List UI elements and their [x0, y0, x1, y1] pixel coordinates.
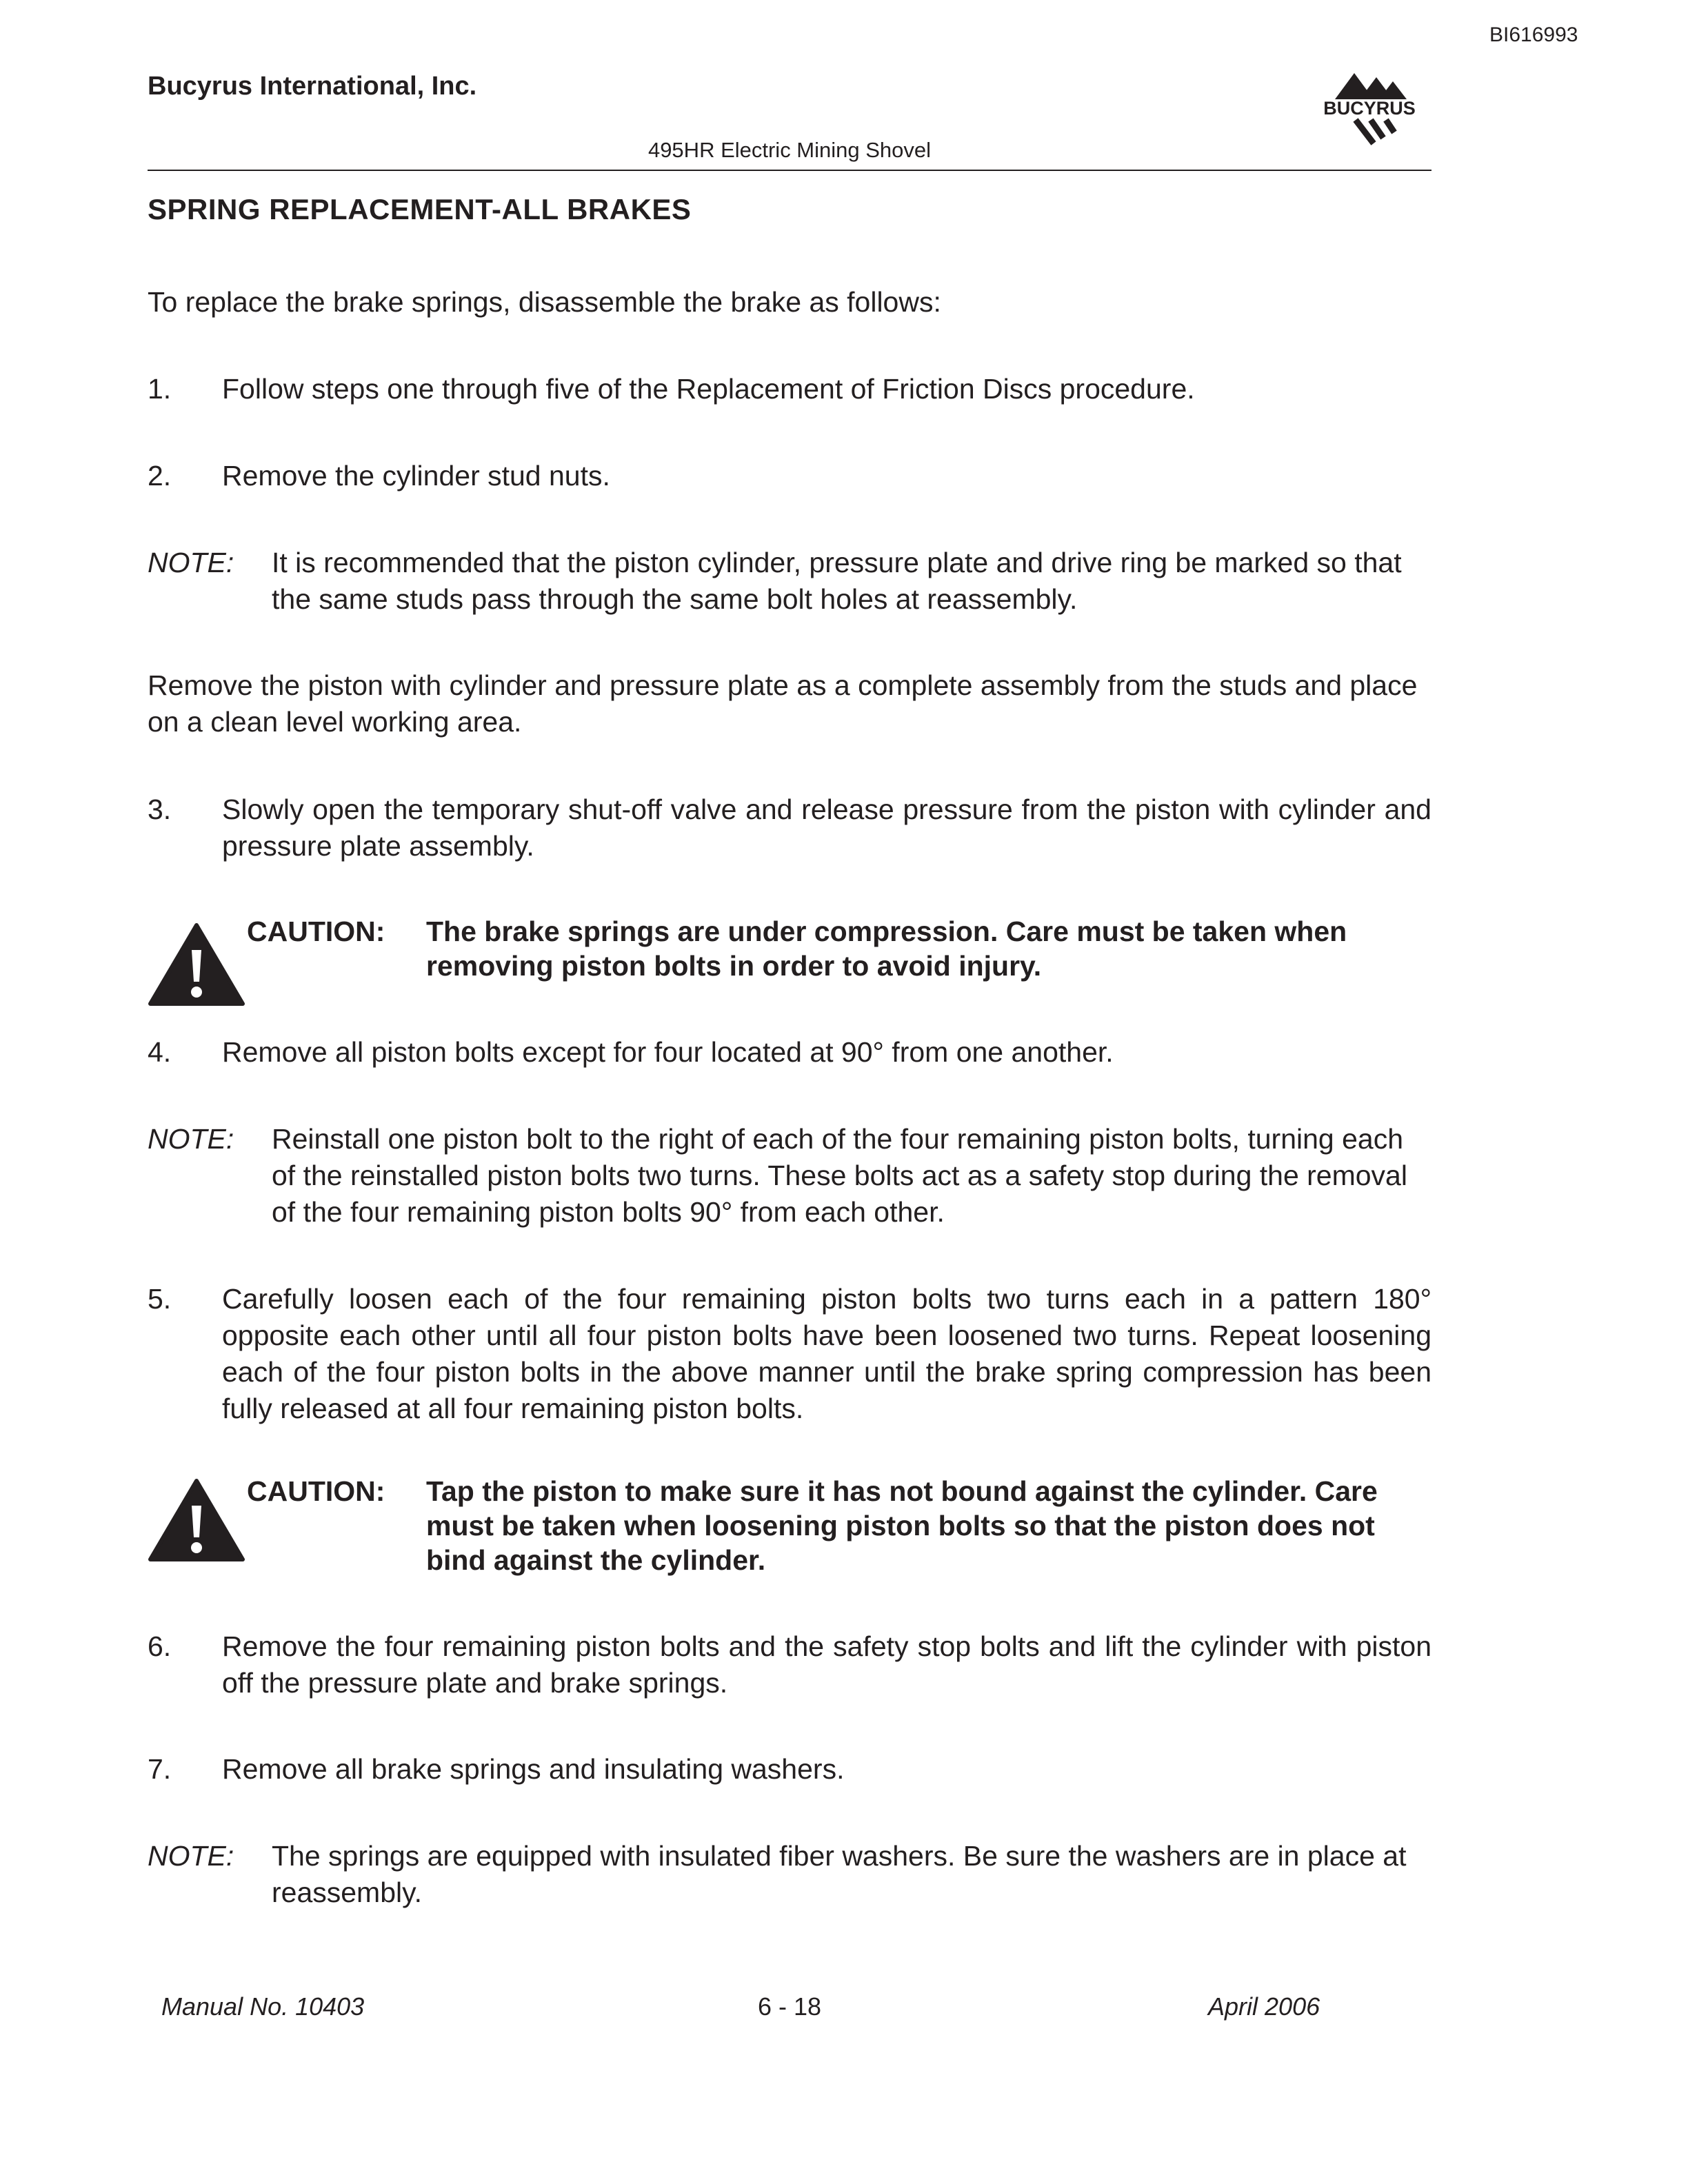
- footer-date: April 2006: [1208, 1992, 1320, 2021]
- step-text: Carefully loosen each of the four remaining piston bolts two turns each in a pattern 180° opposite each other until all four piston bolts have been loosened two turns. Repeat loosening each of the four piston bolts in the above manner until the brake spring compression has been fully released at all four remaining piston bolts.: [222, 1283, 1431, 1424]
- note-block: [148, 1121, 1431, 1231]
- warning-triangle-icon: [148, 1478, 245, 1562]
- header-divider: [148, 170, 1431, 171]
- step-number: 4.: [148, 1036, 172, 1068]
- note-label: NOTE:: [148, 1123, 234, 1155]
- step-item: [148, 1281, 1431, 1427]
- step-number: 5.: [148, 1283, 172, 1315]
- note-label: NOTE:: [148, 547, 234, 578]
- note-text: Reinstall one piston bolt to the right of each of the four remaining piston bolts, turning each of the reinstalled piston bolts two turns. These bolts act as a safety stop during the removal of the four remaining piston bolts 90° from each other.: [272, 1123, 1407, 1228]
- intro-paragraph: To replace the brake springs, disassemble the brake as follows:: [148, 286, 941, 318]
- step-item: [148, 791, 1431, 865]
- section-title: SPRING REPLACEMENT-ALL BRAKES: [148, 193, 692, 225]
- step-item: [148, 1034, 1431, 1071]
- remove-assembly-paragraph: Remove the piston with cylinder and pressure plate as a complete assembly from the studs and place on a clean level working area.: [148, 669, 1418, 738]
- caution-text: The brake springs are under compression. Care must be taken when removing piston bolts in order to avoid injury.: [426, 916, 1347, 982]
- note-block: [148, 545, 1431, 618]
- step-text: Remove the four remaining piston bolts and the safety stop bolts and lift the cylinder with piston off the pressure plate and brake springs.: [222, 1630, 1431, 1699]
- caution-text: Tap the piston to make sure it has not bound against the cylinder. Care must be taken when loosening piston bolts so that the piston does not bind against the cylinder.: [426, 1475, 1378, 1576]
- step-text: Remove all brake springs and insulating washers.: [222, 1753, 845, 1785]
- step-text: Slowly open the temporary shut-off valve and release pressure from the piston with cylinder and pressure plate assembly.: [222, 793, 1431, 862]
- document-subtitle: 495HR Electric Mining Shovel: [647, 138, 932, 162]
- footer-manual-number: Manual No. 10403: [161, 1992, 365, 2021]
- company-name: Bucyrus International, Inc.: [148, 72, 477, 101]
- step-item: [148, 458, 1431, 494]
- step-item: [148, 1751, 1431, 1788]
- step-text: Follow steps one through five of the Replacement of Friction Discs procedure.: [222, 373, 1195, 405]
- caution-block: [148, 914, 1431, 983]
- caution-label: CAUTION:: [247, 916, 385, 947]
- step-number: 7.: [148, 1753, 172, 1785]
- step-number: 6.: [148, 1630, 172, 1662]
- note-block: [148, 1838, 1431, 1911]
- step-text: Remove the cylinder stud nuts.: [222, 460, 610, 492]
- step-item: [148, 371, 1431, 407]
- step-number: 2.: [148, 460, 172, 492]
- step-number: 1.: [148, 373, 172, 405]
- caution-label: CAUTION:: [247, 1475, 385, 1507]
- logo-text: BUCYRUS: [1323, 98, 1416, 119]
- warning-triangle-icon: [148, 922, 245, 1007]
- document-id: BI616993: [1489, 23, 1578, 46]
- step-text: Remove all piston bolts except for four located at 90° from one another.: [222, 1036, 1114, 1068]
- caution-block: [148, 1474, 1431, 1577]
- note-text: The springs are equipped with insulated fiber washers. Be sure the washers are in place at reassembly.: [272, 1840, 1407, 1908]
- footer-page-number: 6 - 18: [757, 1992, 822, 2021]
- note-text: It is recommended that the piston cylinder, pressure plate and drive ring be marked so that the same studs pass through the same bolt holes at reassembly.: [272, 547, 1402, 615]
- step-item: [148, 1628, 1431, 1701]
- step-number: 3.: [148, 793, 172, 825]
- note-label: NOTE:: [148, 1840, 234, 1872]
